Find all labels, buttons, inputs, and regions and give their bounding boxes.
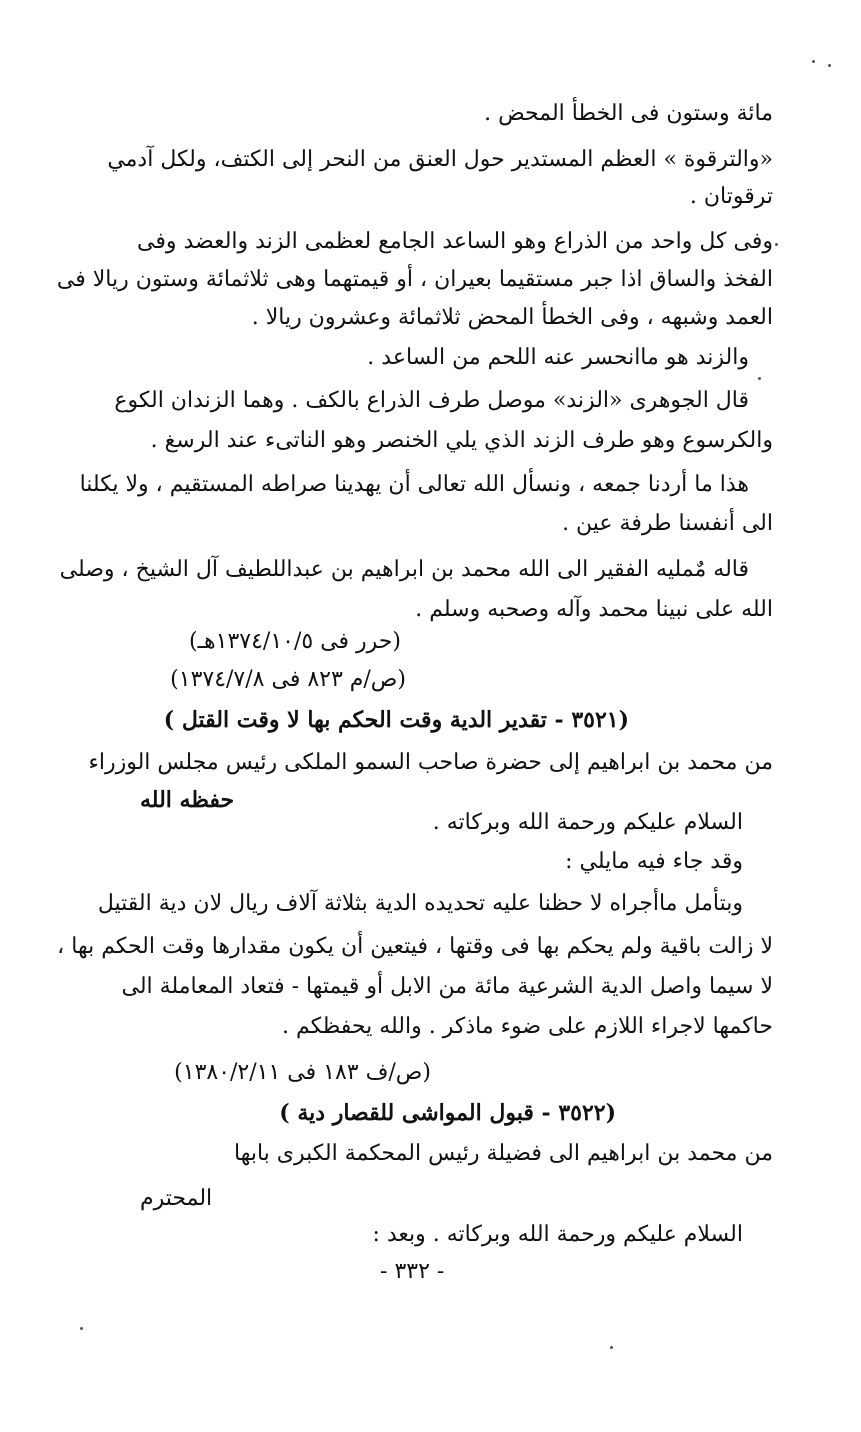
scan-speck: [775, 243, 778, 246]
scan-speck: [80, 1327, 83, 1330]
reference-line: (ص/ف ١٨٣ فى ١٣٨٠/٢/١١): [174, 1060, 431, 1085]
date-line: (حرر فى ١٣٧٤/١٠/٥هـ): [189, 629, 401, 654]
text-line: من محمد بن ابراهيم إلى حضرة صاحب السمو الملكى رئيس مجلس الوزراء: [88, 750, 773, 775]
text-line: الى أنفسنا طرفة عين .: [562, 511, 773, 536]
text-line: لا سيما واصل الدية الشرعية مائة من الابل أو قيمتها - فتعاد المعاملة الى: [121, 974, 773, 999]
text-line: ترقوتان .: [689, 184, 773, 209]
reference-line: (ص/م ٨٢٣ فى ١٣٧٤/٧/٨): [170, 667, 406, 692]
text-line: «والترقوة » العظم المستدير حول العنق من النحر إلى الكتف، ولكل آدمي: [107, 147, 773, 172]
text-line: والزند هو ماانحسر عنه اللحم من الساعد .: [367, 345, 749, 370]
text-line: وفى كل واحد من الذراع وهو الساعد الجامع لعظمى الزند والعضد وفى: [136, 229, 773, 254]
text-line: المحترم: [140, 1186, 213, 1211]
page-number: - ٣٣٢ -: [380, 1259, 445, 1284]
text-line: العمد وشبهه ، وفى الخطأ المحض ثلاثمائة وعشرون ريالا .: [251, 305, 773, 330]
text-line: قاله مٌمليه الفقير الى الله محمد بن ابراهيم بن عبداللطيف آل الشيخ ، وصلى: [59, 557, 749, 582]
text-line: قال الجوهرى «الزند» موصل طرف الذراع بالكف . وهما الزندان الكوع: [114, 388, 749, 413]
text-line: الله على نبينا محمد وآله وصحبه وسلم .: [415, 597, 773, 622]
scan-speck: [828, 64, 831, 67]
section-heading: (٣٥٢١ - تقدير الدية وقت الحكم بها لا وقت القتل ): [163, 707, 629, 733]
text-line: حاكمها لاجراء اللازم على ضوء ماذكر . والله يحفظكم .: [281, 1014, 773, 1039]
text-line: هذا ما أردنا جمعه ، ونسأل الله تعالى أن يهدينا صراطه المستقيم ، ولا يكلنا: [79, 472, 749, 497]
text-line: لا زالت باقية ولم يحكم بها فى وقتها ، فيتعين أن يكون مقدارها وقت الحكم بها ،: [57, 934, 773, 959]
scan-speck: [812, 60, 815, 63]
section-heading: (٣٥٢٢ - قبول المواشى للقصار دية ): [279, 1100, 616, 1126]
text-line: وقد جاء فيه مايلي :: [565, 849, 743, 874]
text-line: مائة وستون فى الخطأ المحض .: [484, 101, 773, 126]
text-line: الفخذ والساق اذا جبر مستقيما بعيران ، أو قيمتهما وهى ثلاثمائة وستون ريالا فى: [56, 267, 773, 292]
salutation-line: السلام عليكم ورحمة الله وبركاته .: [432, 810, 743, 835]
scan-speck: [758, 377, 761, 380]
scan-speck: [610, 1346, 613, 1349]
text-line: وبتأمل ماأجراه لا حظنا عليه تحديده الدية بثلاثة آلاف ريال لان دية القتيل: [97, 891, 743, 916]
text-line: من محمد بن ابراهيم الى فضيلة رئيس المحكمة الكبرى بابها: [233, 1141, 773, 1166]
text-line: والكرسوع وهو طرف الزند الذي يلي الخنصر وهو الناتىء عند الرسغ .: [150, 428, 773, 453]
salutation-line: السلام عليكم ورحمة الله وبركاته . وبعد :: [372, 1222, 743, 1247]
text-line: حفظه الله: [140, 787, 235, 813]
